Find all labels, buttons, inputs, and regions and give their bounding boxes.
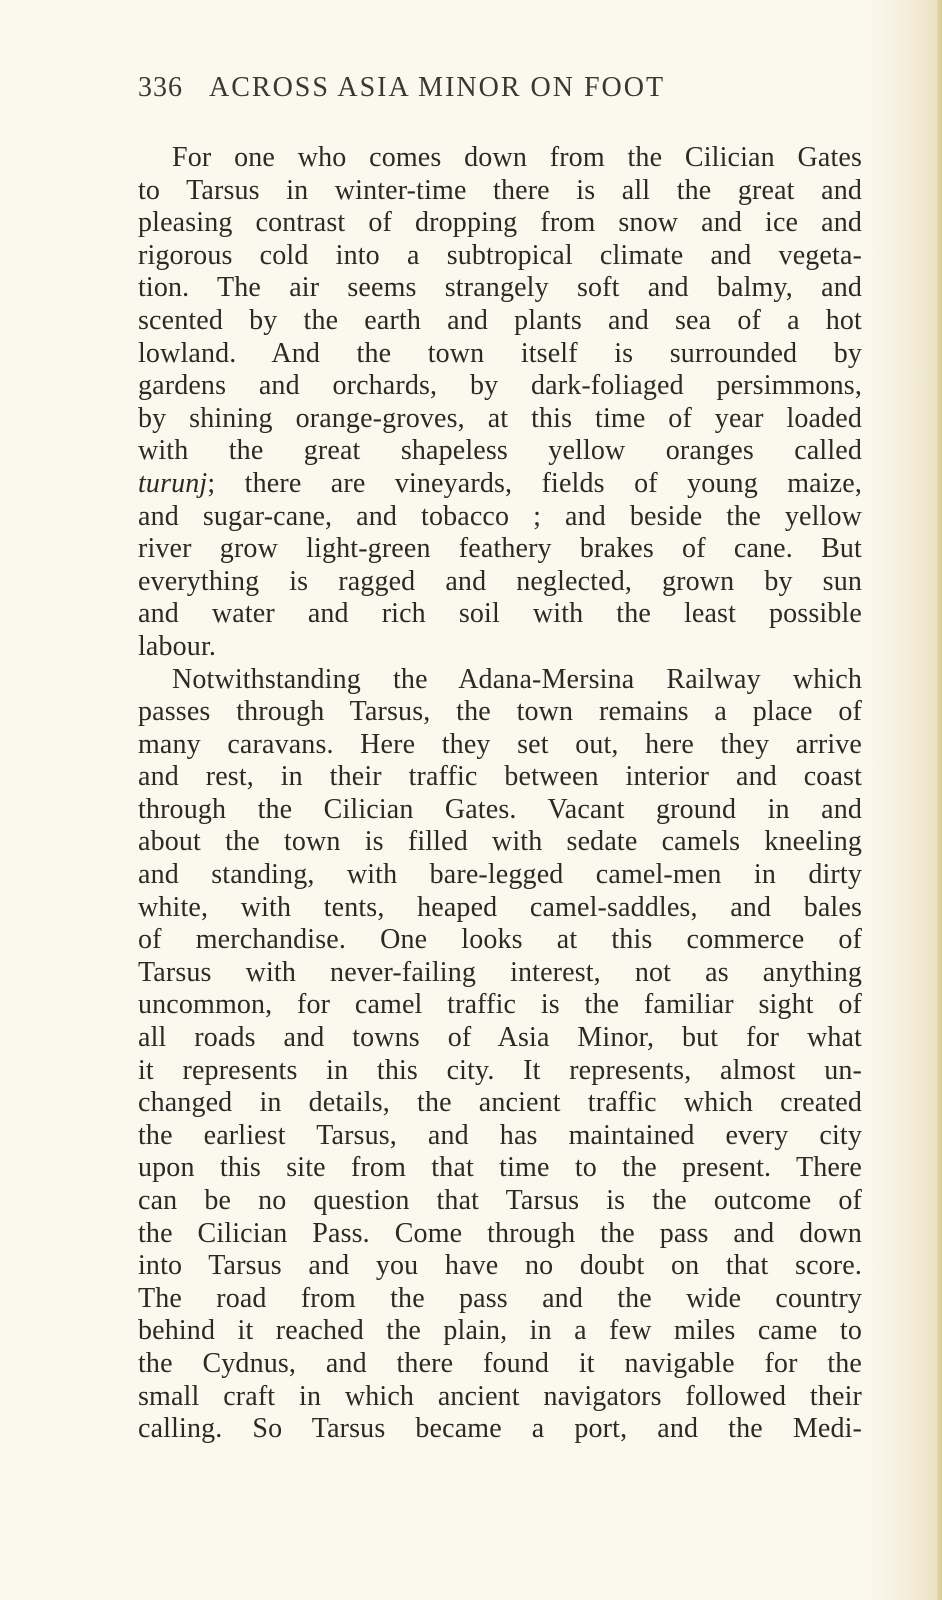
text-line: to Tarsus in winter-time there is all the great and [138, 174, 862, 206]
text-line: The road from the pass and the wide country [138, 1282, 862, 1314]
text-line: all roads and towns of Asia Minor, but for what [138, 1022, 862, 1054]
text-line: rigorous cold into a subtropical climate and vegeta- [138, 239, 862, 271]
text-line: uncommon, for camel traffic is the familiar sight of [138, 989, 862, 1021]
text-line: labour. [138, 630, 217, 662]
text-line: river grow light-green feathery brakes of cane. But [138, 533, 862, 565]
text-line: the Cydnus, and there found it navigable for the [138, 1347, 862, 1379]
text-line: with the great shapeless yellow oranges called [138, 435, 862, 467]
text-line: passes through Tarsus, the town remains a place of [138, 696, 862, 728]
text-line-italic [138, 468, 862, 501]
running-header [138, 72, 862, 104]
text-line: small craft in which ancient navigators followed their [138, 1380, 862, 1412]
text-line: the Cilician Pass. Come through the pass and down [138, 1217, 862, 1249]
text-line: white, with tents, heaped camel-saddles, and bales [138, 891, 862, 923]
text-line: calling. So Tarsus became a port, and the Medi- [138, 1413, 862, 1445]
text-line: many caravans. Here they set out, here they arrive [138, 728, 862, 760]
text-line: upon this site from that time to the present. There [138, 1152, 862, 1184]
text-line: through the Cilician Gates. Vacant ground in and [138, 793, 862, 825]
text-line: of merchandise. One looks at this commerce of [138, 924, 862, 956]
text-line: and water and rich soil with the least possible [138, 598, 862, 630]
text-line: changed in details, the ancient traffic which created [138, 1087, 862, 1119]
text-line: by shining orange-groves, at this time of year loaded [138, 402, 862, 434]
italic-word: turunj [138, 467, 208, 499]
text-line: tion. The air seems strangely soft and balmy, and [138, 272, 862, 304]
text-line: Tarsus with never-failing interest, not as anything [138, 956, 862, 988]
text-line: Notwithstanding the Adana-Mersina Railway which [172, 663, 862, 695]
running-title: ACROSS ASIA MINOR ON FOOT [209, 72, 666, 103]
text-line: the earliest Tarsus, and has maintained every city [138, 1119, 862, 1151]
text-line: gardens and orchards, by dark-foliaged persimmons, [138, 370, 862, 402]
text-line: it represents in this city. It represents, almost un- [138, 1054, 862, 1086]
text-line: For one who comes down from the Cilician Gates [172, 142, 862, 173]
page-edge [937, 0, 942, 1600]
text-line: into Tarsus and you have no doubt on that score. [138, 1250, 862, 1282]
text-line: and sugar-cane, and tobacco ; and beside the yellow [138, 500, 862, 532]
text-line: pleasing contrast of dropping from snow and ice and [138, 207, 862, 239]
text-line-rest: ; there are vineyards, fields of young maize, [207, 467, 862, 499]
text-line: behind it reached the plain, in a few miles came to [138, 1315, 862, 1347]
body-text [138, 142, 862, 1446]
text-line: can be no question that Tarsus is the outcome of [138, 1185, 862, 1216]
text-line: everything is ragged and neglected, grown by sun [138, 565, 862, 597]
text-line: and rest, in their traffic between interior and coast [138, 761, 862, 793]
text-line: and standing, with bare-legged camel-men in dirty [138, 859, 862, 891]
page-number: 336 [138, 72, 183, 103]
text-line: scented by the earth and plants and sea of a hot [138, 304, 862, 336]
text-line: about the town is filled with sedate camels kneeling [138, 826, 862, 858]
text-line: lowland. And the town itself is surrounded by [138, 337, 862, 369]
